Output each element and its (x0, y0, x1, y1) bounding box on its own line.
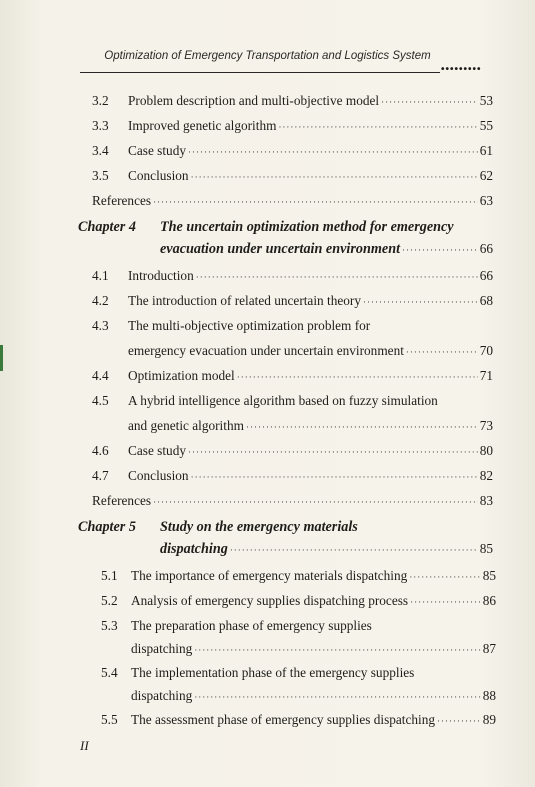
toc-chapter-5-cont (0, 541, 535, 561)
toc-number: 3.5 (92, 168, 109, 183)
chapter-title-cont: dispatching (160, 541, 228, 557)
toc-chapter-4 (0, 219, 535, 239)
toc-title: The introduction of related uncertain theory (128, 293, 361, 308)
toc-title-cont: and genetic algorithm (128, 418, 244, 433)
dot-leader (237, 372, 478, 382)
dot-leader (191, 172, 478, 182)
toc-number: 4.2 (92, 293, 109, 308)
toc-number: 4.6 (92, 443, 109, 458)
toc-title-cont: dispatching (131, 641, 193, 656)
dot-leader (437, 716, 481, 726)
toc-entry-5-5 (0, 712, 535, 732)
header-dots: ••••••••• (441, 64, 482, 75)
toc-entry-references-3 (0, 193, 535, 213)
toc-title: References (92, 493, 152, 508)
page-number: II (80, 738, 89, 753)
toc-number: 3.2 (92, 93, 109, 108)
toc-title: The assessment phase of emergency supplies dispatching (131, 712, 436, 727)
toc-page: 61 (479, 143, 493, 158)
dot-leader (188, 447, 478, 457)
dot-leader (246, 422, 478, 432)
dot-leader (402, 245, 478, 255)
toc-entry-4-5-cont (0, 418, 535, 438)
toc-number: 4.4 (92, 368, 109, 383)
toc-number: 5.5 (101, 712, 118, 727)
toc-number: 4.7 (92, 468, 109, 483)
toc-entry-4-1 (0, 268, 535, 288)
toc-number: 5.2 (101, 593, 118, 608)
toc-number: 5.3 (101, 618, 118, 633)
toc-page: 89 (482, 712, 496, 727)
toc-page: 83 (479, 493, 493, 508)
toc-entry-3-2 (0, 93, 535, 113)
dot-leader (406, 347, 478, 357)
toc-entry-4-4 (0, 368, 535, 388)
toc-page: 68 (479, 293, 493, 308)
toc-page: 80 (479, 443, 493, 458)
toc-page: 70 (479, 343, 493, 358)
toc-entry-references-4 (0, 493, 535, 513)
toc-number: 3.3 (92, 118, 109, 133)
chapter-title-cont: evacuation under uncertain environment (160, 241, 401, 257)
chapter-title: The uncertain optimization method for emergency (160, 219, 454, 235)
toc-entry-5-4 (0, 665, 535, 685)
toc-page: 86 (482, 593, 496, 608)
toc-entry-5-3 (0, 618, 535, 638)
chapter-title: Study on the emergency materials (160, 519, 358, 535)
toc-title-cont: dispatching (131, 688, 193, 703)
toc-entry-4-6 (0, 443, 535, 463)
toc-number: 4.1 (92, 268, 109, 283)
toc-page: 53 (479, 93, 493, 108)
toc-entry-3-4 (0, 143, 535, 163)
toc-title: Optimization model (128, 368, 235, 383)
toc-number: 4.5 (92, 393, 109, 408)
toc-page: 55 (479, 118, 493, 133)
dot-leader (191, 472, 478, 482)
toc-title: A hybrid intelligence algorithm based on fuzzy simulation (128, 393, 438, 408)
toc-title: The implementation phase of the emergency supplies (131, 665, 415, 680)
dot-leader (363, 297, 478, 307)
toc-title: Conclusion (128, 468, 189, 483)
toc-title: The preparation phase of emergency supplies (131, 618, 372, 633)
toc-number: 5.4 (101, 665, 118, 680)
toc-title: Case study (128, 443, 186, 458)
toc-number: 5.1 (101, 568, 118, 583)
toc-page: 88 (482, 688, 496, 703)
dot-leader (230, 545, 478, 555)
dot-leader (153, 197, 478, 207)
dot-leader (194, 645, 480, 655)
toc-page: 85 (482, 568, 496, 583)
toc-entry-4-3-cont (0, 343, 535, 363)
toc-number: 3.4 (92, 143, 109, 158)
toc-title: Conclusion (128, 168, 189, 183)
toc-entry-3-3 (0, 118, 535, 138)
toc-title: References (92, 193, 152, 208)
toc-number: 4.3 (92, 318, 109, 333)
toc-title: Improved genetic algorithm (128, 118, 277, 133)
dot-leader (278, 122, 477, 132)
toc-entry-4-3 (0, 318, 535, 338)
toc-title: Analysis of emergency supplies dispatching process (131, 593, 409, 608)
toc-title: Introduction (128, 268, 194, 283)
running-header: Optimization of Emergency Transportation and Logistics System (104, 50, 431, 62)
toc-entry-5-4-cont (0, 688, 535, 708)
toc-entry-4-5 (0, 393, 535, 413)
toc-entry-5-3-cont (0, 641, 535, 661)
dot-leader (409, 572, 480, 582)
chapter-label: Chapter 4 (78, 219, 136, 235)
toc-title-cont: emergency evacuation under uncertain environment (128, 343, 404, 358)
toc-entry-5-2 (0, 593, 535, 613)
toc-chapter-5 (0, 519, 535, 539)
toc-page: 66 (479, 241, 493, 256)
toc-entry-5-1 (0, 568, 535, 588)
dot-leader (153, 497, 478, 507)
toc-page: 87 (482, 641, 496, 656)
toc-chapter-4-cont (0, 241, 535, 261)
dot-leader (194, 692, 480, 702)
toc-entry-3-5 (0, 168, 535, 188)
toc-entry-4-2 (0, 293, 535, 313)
toc-page: 82 (479, 468, 493, 483)
chapter-label: Chapter 5 (78, 519, 136, 535)
toc-page: 66 (479, 268, 493, 283)
toc-title: The importance of emergency materials dispatching (131, 568, 408, 583)
toc-page: 71 (479, 368, 493, 383)
dot-leader (196, 272, 478, 282)
dot-leader (381, 97, 478, 107)
toc-entry-4-7 (0, 468, 535, 488)
header-rule (80, 72, 440, 73)
toc-page: 62 (479, 168, 493, 183)
toc-page: 63 (479, 193, 493, 208)
toc-title: The multi-objective optimization problem for (128, 318, 371, 333)
toc-page: 85 (479, 541, 493, 556)
dot-leader (410, 597, 481, 607)
dot-leader (188, 147, 478, 157)
toc-title: Case study (128, 143, 186, 158)
toc-page: 73 (479, 418, 493, 433)
toc-title: Problem description and multi-objective model (128, 93, 380, 108)
